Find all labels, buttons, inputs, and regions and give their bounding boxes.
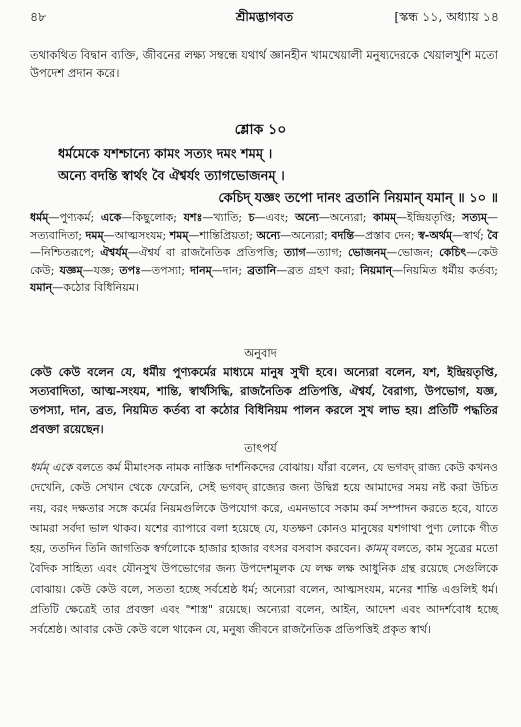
synonym-meaning: —দান;: [211, 263, 248, 277]
synonym-meaning: —নিশ্চিতরূপে;: [30, 246, 101, 259]
synonym-entry: [284, 246, 348, 259]
page-header: [30, 6, 499, 28]
word-meanings: [30, 209, 498, 297]
synonym-meaning: —খ্যাতি;: [202, 211, 249, 224]
synonym-meaning: —ইন্দ্রিয়তৃপ্তি;: [396, 211, 463, 224]
verse-line: কেচিদ্ যজ্ঞং তপো দানং ব্রতানি নিয়মান্ যমান্ ॥ ১০ ॥: [218, 191, 498, 206]
translation-heading: অনুবাদ: [244, 346, 277, 360]
purport-term: কামম্: [364, 542, 388, 556]
synonym-entry: [100, 246, 284, 259]
purport-text: [30, 458, 498, 641]
synonym-term: চ: [248, 211, 255, 224]
synonym-term: শমম্: [169, 228, 189, 242]
verse-line: ধর্মমেকে যশশ্চান্যে কামং সত্যং দমং শমম্ ।: [58, 147, 273, 162]
synonym-meaning: —নিয়মিত ধর্মীয় কর্তব্য;: [392, 263, 498, 277]
synonym-term: যশঃ: [183, 211, 203, 224]
synonym-entry: [373, 211, 462, 224]
purport-text-part: বলতে, কাম সূত্রের মতো বৈদিক সাহিত্য এবং যৌনসুখ উপভোগের জন্য উপদেশমূলক যে লক্ষ লক্ষ আধুনিক গ্রন্থ রয়েছে সেগুলিকে বোঝায়। কেউ কেউ বলে, সততা হচ্ছে সর্বশ্রেষ্ঠ ধর্ম; অন্যেরা বলেন, আত্মসংযম, মনের শান্তি এগুলিই ধর্ম। প্রতিটি ক্ষেত্রেই তার প্রবক্তা এবং "শাস্ত্র" রয়েছে। অন্যেরা বলেন, আইন, আদেশ এবং আদর্শবোধ হচ্ছে সর্বশ্রেষ্ঠ। আবার কেউ কেউ বলে থাকেন যে, মনুষ্য জীবনে রাজনৈতিক প্রতিপত্তিই প্রকৃত স্বার্থ।: [30, 542, 498, 637]
synonym-term: যজ্ঞম্: [59, 263, 83, 277]
synonym-entry: [249, 211, 295, 224]
synonym-meaning: —অন্যেরা;: [318, 211, 374, 224]
synonym-term: বদন্তি: [331, 228, 355, 242]
translation-text: কেউ কেউ বলেন যে, ধর্মীয় পুণ্যকর্মের মাধ্যমে মানুষ সুখী হবে। অন্যেরা বলেন, যশ, ইন্দ্রিয়তৃপ্তি, সত্যবাদিতা, আত্ম-সংযম, শান্তি, স্বার্থসিদ্ধি, রাজনৈতিক প্রতিপত্তি, ঐশ্বর্য, বৈরাগ্য, উপভোগ, যজ্ঞ, তপস্যা, দান, ব্রত, নিয়মিত কর্তব্য বা কঠোর বিধিনিয়ম পালন করলে সুখ লাভ হয়। প্রতিটি পদ্ধতির প্রবক্তা রয়েছেন।: [30, 365, 498, 436]
synonym-meaning: —তপস্যা;: [140, 263, 191, 277]
synonym-term: কামম্: [373, 211, 397, 224]
synonym-meaning: —কেউ কেউ;: [30, 246, 498, 277]
purport-text-part: বলতে কর্ম মীমাংসক নামক নাস্তিক দার্শনিকদের বোঝায়। যাঁরা বলেন, যে ভগবদ্ রাজ্য কেউ কখনও দেখেনি, কেউ সেখান থেকে ফেরেনি, সেই ভগবদ্ রাজ্যের জন্য উদ্বিগ্ন হয়ে আমাদের সময় নষ্ট করা উচিত নয়, বরং দক্ষতার সঙ্গে কর্মের নিয়মগুলিকে উপযোগ করে, এমনভাবে সকাম কর্ম সম্পাদন করতে হবে, যাতে আমরা সর্বদা ভাল থাকব। যশের ব্যাপারে বলা হয়েছে যে, যতক্ষণ কোনও মানুষের যশগাথা পুণ্য লোকে গীত হয়, ততদিন তিনি জাগতিক স্বর্গলোকে হাজার হাজার বৎসর বসবাস করবেন।: [30, 461, 498, 556]
page-number: ৪৮: [30, 9, 47, 24]
verse-block: [58, 144, 498, 210]
synonym-meaning: —ঐশ্বর্য বা রাজনৈতিক প্রতিপত্তি;: [127, 246, 284, 259]
synonym-term: অন্যে: [256, 228, 281, 242]
synonym-entry: [170, 229, 257, 242]
intro-paragraph: তথাকথিত বিদ্বান ব্যক্তি, জীবনের লক্ষ্য সম্বন্ধে যথার্থ জ্ঞানহীন খামখেয়ালী মনুষ্যদেরকে খেয়ালখুশি মতো উপদেশ প্রদান করে।: [30, 48, 498, 80]
book-title: শ্রীমদ্ভাগবত: [235, 9, 294, 24]
synonym-term: সত্যম্: [462, 211, 487, 224]
purport-lead-term: ধর্মম্ একে: [30, 461, 73, 474]
synonym-term: কেচিৎ: [439, 246, 467, 259]
synonym-meaning: —এবং;: [254, 211, 296, 224]
synonym-meaning: —ত্যাগ;: [305, 246, 349, 259]
synonym-term: দমম্: [85, 228, 104, 242]
verse-line: অন্যে বদন্তি স্বার্থং বৈ ঐশ্বর্যং ত্যাগভোজনম্ ।: [58, 169, 285, 184]
synonym-meaning: —যজ্ঞ;: [82, 263, 120, 277]
synonym-term: স্ব-অর্থম্: [418, 228, 453, 242]
synonym-entry: [119, 264, 190, 277]
purport-heading: তাৎপর্য: [244, 441, 277, 455]
synonym-meaning: —কঠোর বিধিনিয়ম।: [52, 281, 139, 294]
synonym-entry: [30, 211, 101, 224]
synonym-term: যমান্: [30, 281, 53, 294]
synonym-term: একে: [100, 211, 122, 224]
synonym-entry: [418, 229, 487, 242]
synonym-entry: [348, 246, 439, 259]
synonym-term: ঐশ্বর্যম্: [100, 246, 128, 259]
synonym-meaning: —ভোজন;: [386, 246, 440, 259]
synonym-meaning: —পুণ্যকর্ম;: [48, 211, 101, 224]
synonym-entry: [184, 211, 249, 224]
synonym-meaning: —স্বার্থ;: [452, 228, 488, 242]
synonym-entry: [86, 229, 170, 242]
synonym-term: নিয়মান্: [360, 263, 393, 277]
synonym-term: ধর্মম্: [30, 211, 49, 224]
synonym-term: দানম্: [190, 263, 212, 277]
synonym-term: তপঃ: [119, 263, 141, 277]
synonym-entry: [60, 264, 120, 277]
verse-title: শ্লোক ১০: [234, 122, 287, 138]
synonym-entry: [190, 264, 247, 277]
synonym-meaning: —আত্মসংযম;: [103, 228, 170, 242]
synonym-term: অন্যে: [295, 211, 319, 224]
synonym-meaning: —শান্তিপ্রিয়তা;: [188, 228, 257, 242]
synonym-term: ভোজনম্: [348, 246, 387, 259]
synonym-entry: [247, 264, 360, 277]
synonym-term: ত্যাগ: [283, 246, 306, 259]
synonym-meaning: —কিছুলোক;: [121, 211, 184, 224]
synonym-meaning: —সত্যবাদিতা;: [30, 211, 498, 242]
canto-chapter: [স্কন্ধ ১১, অধ্যায় ১৪: [394, 9, 499, 24]
synonym-entry: [257, 229, 332, 242]
synonym-term: ব্রতানি: [247, 263, 277, 277]
synonym-entry: [331, 229, 418, 242]
synonym-entry: [101, 211, 184, 224]
synonym-term: বৈ: [487, 228, 498, 242]
synonym-entry: [360, 264, 498, 277]
synonym-entry: [30, 281, 139, 294]
synonym-entry: [295, 211, 373, 224]
synonym-meaning: —অন্যেরা;: [280, 228, 332, 242]
synonym-meaning: —ব্রত গ্রহণ করা;: [276, 263, 361, 277]
synonym-meaning: —প্রস্তাব দেন;: [354, 228, 419, 242]
